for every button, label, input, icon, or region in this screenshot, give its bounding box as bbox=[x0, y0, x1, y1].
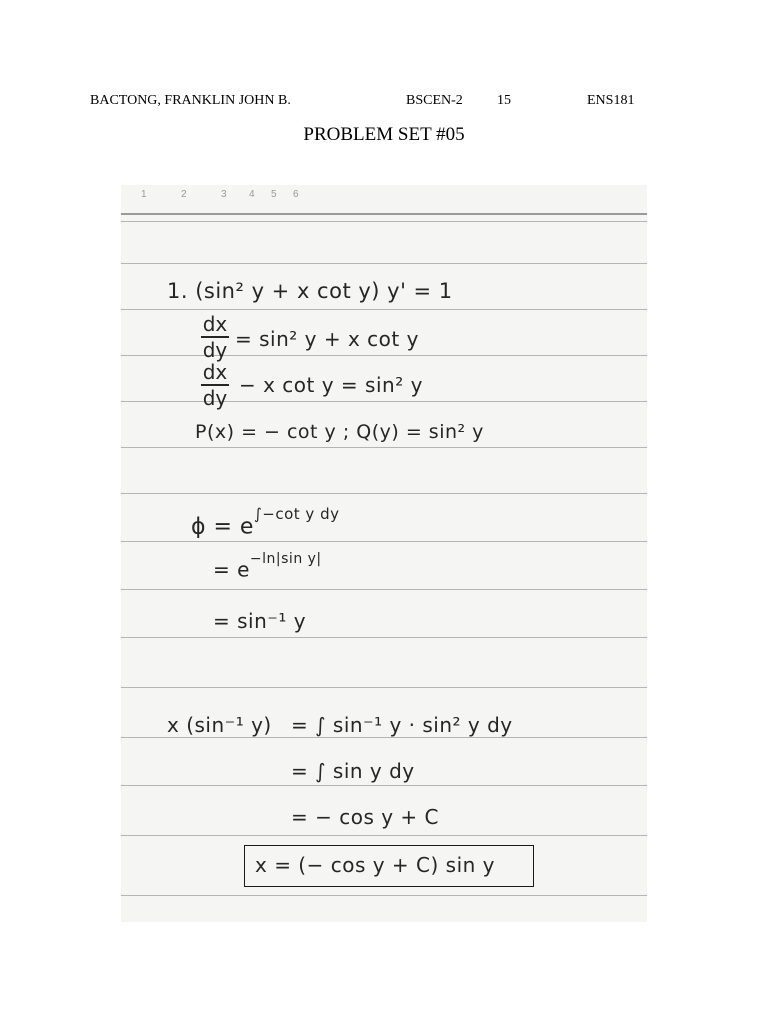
integrating-factor-line-1 bbox=[191, 505, 340, 540]
ruler-label: 2 bbox=[181, 189, 187, 200]
step-2-rhs: − x cot y = sin² y bbox=[239, 373, 423, 397]
problem-statement: 1. (sin² y + x cot y) y' = 1 bbox=[167, 279, 453, 303]
integral-step-1: = ∫ sin⁻¹ y · sin² y dy bbox=[291, 713, 513, 737]
p-and-q-definitions: P(x) = − cot y ; Q(y) = sin² y bbox=[195, 421, 484, 443]
notebook-rule bbox=[121, 263, 647, 264]
step-1-rhs: = sin² y + x cot y bbox=[235, 327, 419, 351]
notebook-rule bbox=[121, 447, 647, 448]
phi-exponent: ∫−cot y dy bbox=[253, 505, 340, 523]
phi-lhs: ϕ = e bbox=[191, 514, 254, 540]
notebook-rule bbox=[121, 309, 647, 310]
notebook-rule bbox=[121, 541, 647, 542]
ruler-label: 6 bbox=[293, 189, 299, 200]
notebook-rule bbox=[121, 737, 647, 738]
notebook-rule bbox=[121, 637, 647, 638]
fraction-numerator: dx bbox=[202, 312, 228, 336]
course-code: BSCEN-2 bbox=[406, 93, 463, 108]
fraction-denominator: dy bbox=[202, 337, 228, 362]
student-name: BACTONG, FRANKLIN JOHN B. bbox=[90, 93, 291, 108]
notebook-rule bbox=[121, 221, 647, 222]
dx-dy-fraction bbox=[201, 313, 229, 361]
notebook-rule bbox=[121, 401, 647, 402]
integrating-factor-line-2 bbox=[213, 551, 322, 582]
notebook-photo bbox=[121, 185, 647, 922]
subject-code: ENS181 bbox=[587, 93, 635, 108]
dx-dy-fraction bbox=[201, 361, 229, 409]
ruler-label: 3 bbox=[221, 189, 227, 200]
ruler-label: 1 bbox=[141, 189, 147, 200]
notebook-rule bbox=[121, 589, 647, 590]
ruler-strip bbox=[121, 185, 647, 207]
phi2-exponent: −ln|sin y| bbox=[249, 551, 322, 567]
integral-step-2: = ∫ sin y dy bbox=[291, 759, 415, 783]
ruler-label: 5 bbox=[271, 189, 277, 200]
fraction-numerator: dx bbox=[202, 360, 228, 384]
integral-step-3: = − cos y + C bbox=[291, 805, 440, 829]
notebook-rule bbox=[121, 835, 647, 836]
phi2-lhs: = e bbox=[213, 557, 250, 582]
final-answer: x = (− cos y + C) sin y bbox=[255, 853, 496, 877]
ruler-label: 4 bbox=[249, 189, 255, 200]
class-number: 15 bbox=[497, 93, 511, 108]
notebook-rule bbox=[121, 785, 647, 786]
notebook-rule bbox=[121, 895, 647, 896]
integrating-factor-line-3: = sin⁻¹ y bbox=[213, 609, 307, 633]
notebook-rule bbox=[121, 493, 647, 494]
integral-lhs: x (sin⁻¹ y) bbox=[167, 713, 272, 737]
notebook-rule bbox=[121, 355, 647, 356]
notebook-margin-line bbox=[121, 213, 647, 215]
fraction-denominator: dy bbox=[202, 385, 228, 410]
page-title: PROBLEM SET #05 bbox=[303, 124, 465, 145]
notebook-rule bbox=[121, 687, 647, 688]
